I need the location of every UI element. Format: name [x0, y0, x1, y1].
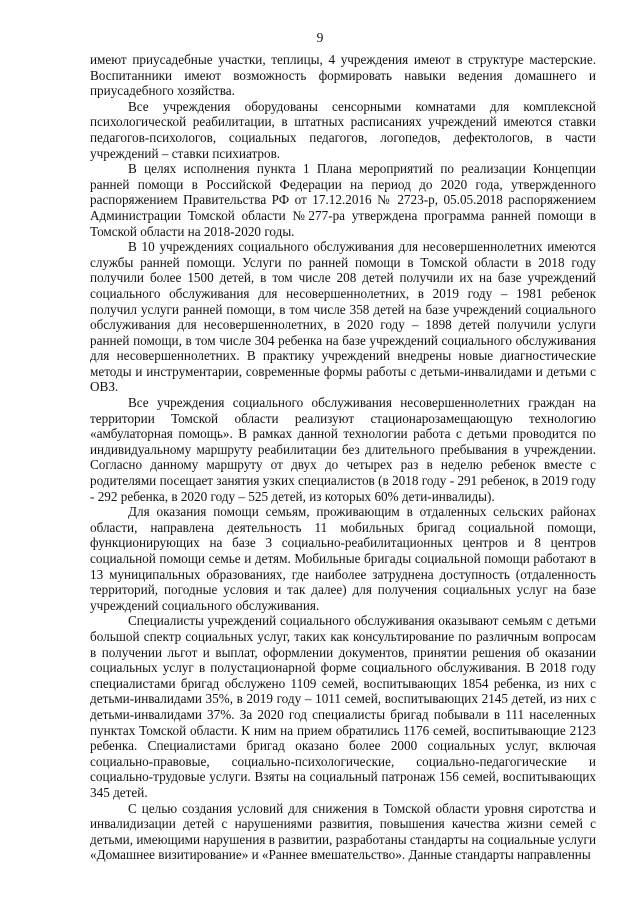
paragraph-sensory-rooms: Все учреждения оборудованы сенсорными комнатами для комплексной психологической реабилитации, в штатных расписаниях учреждений имеются ставки педагогов-психологов, социальных педагогов, логопедов, дефектологов, в части учреждений – ставки психиатров.	[90, 98, 596, 161]
paragraph-specialists-services: Специалисты учреждений социального обслуживания оказывают семьям с детьми большой спектр социальных услуг, таких как консультирование по различным вопросам в получении льгот и выплат, оформлении документов, принятии решения об оказании социальных услуг в полустационарной форме социального обслуживания. В 2018 году специалистами бригад обслужено 1109 семей, воспитывающих 1854 ребенка, из них с детьми-инвалидами 35%, в 2019 году – 1011 семей, воспитывающих 2145 детей, из них с детьми-инвалидами 37%. За 2020 год специалисты бригад побывали в 111 населенных пунктах Томской области. К ним на прием обратились 1176 семей, воспитывающие 2123 ребенка. Специалистами бригад оказано более 2000 социальных услуг, включая социально-правовые, социально-психологические, социально-педагогические и социально-трудовые услуги. Взяты на социальный патронаж 156 семей, воспитывающих 345 детей.	[90, 613, 596, 800]
paragraph-standards: С целью создания условий для снижения в Томской области уровня сиротства и инвалидизации детей с нарушениями развития, повышения качества жизни семей с детьми, имеющими нарушения в развитии, разработаны стандарты на социальные услуги «Домашнее визитирование» и «Раннее вмешательство». Данные стандарты направленны	[90, 800, 597, 863]
paragraph-continuation: имеют приусадебные участки, теплицы, 4 учреждения имеют в структуре мастерские. Воспитанники имеют возможность формировать навыки ведения домашнего и приусадебного хозяйства.	[90, 52, 596, 99]
document-body	[90, 52, 596, 863]
paragraph-early-help-services: В 10 учреждениях социального обслуживания для несовершеннолетних имеются службы ранней помощи. Услуги по ранней помощи в Томской области в 2018 году получили более 1500 детей, в том числе 208 детей получили их на базе учреждений социального обслуживания для несовершеннолетних, в 2019 году – 1981 ребенок получил услуги ранней помощи, в том числе 358 детей на базе учреждений социального обслуживания для несовершеннолетних, в 2020 году – 1898 детей получили услуги ранней помощи, в том числе 304 ребенка на базе учреждений социального обслуживания для несовершеннолетних. В практику учреждений внедрены новые диагностические методы и инструментарии, современные формы работы с детьми-инвалидами и детьми с ОВЗ.	[90, 239, 596, 395]
paragraph-early-help-program: В целях исполнения пункта 1 Плана мероприятий по реализации Концепции ранней помощи в Российской Федерации на период до 2020 года, утвержденного распоряжением Правительства РФ от 17.12.2016 № 2723-р, 05.05.2018 распоряжением Администрации Томской области №277-ра утверждена программа ранней помощи в Томской области на 2018-2020 годы.	[90, 161, 596, 239]
paragraph-mobile-brigades: Для оказания помощи семьям, проживающим в отдаленных сельских районах области, направлена деятельность 11 мобильных бригад социальной помощи, функционирующих на базе 3 социально-реабилитационных центров и 8 центров социальной помощи семье и детям. Мобильные бригады социальной помощи работают в 13 муниципальных образованиях, где наиболее затруднена доступность (отдаленность территорий, погодные условия и так далее) для получения социальных услуг на базе учреждений социального обслуживания.	[90, 504, 596, 613]
page-number: 9	[316, 30, 324, 45]
paragraph-outpatient-technology: Все учреждения социального обслуживания несовершеннолетних граждан на территории Томской области реализуют стационарозамещающую технологию «амбулаторная помощь». В рамках данной технологии работа с детьми проводится по индивидуальному маршруту реабилитации без длительного пребывания в учреждении. Согласно данному маршруту от двух до четырех раз в неделю ребенок вместе с родителями посещает занятия узких специалистов (в 2018 году - 291 ребенок, в 2019 году - 292 ребенка, в 2020 году – 525 детей, из которых 60% дети-инвалиды).	[90, 395, 596, 504]
